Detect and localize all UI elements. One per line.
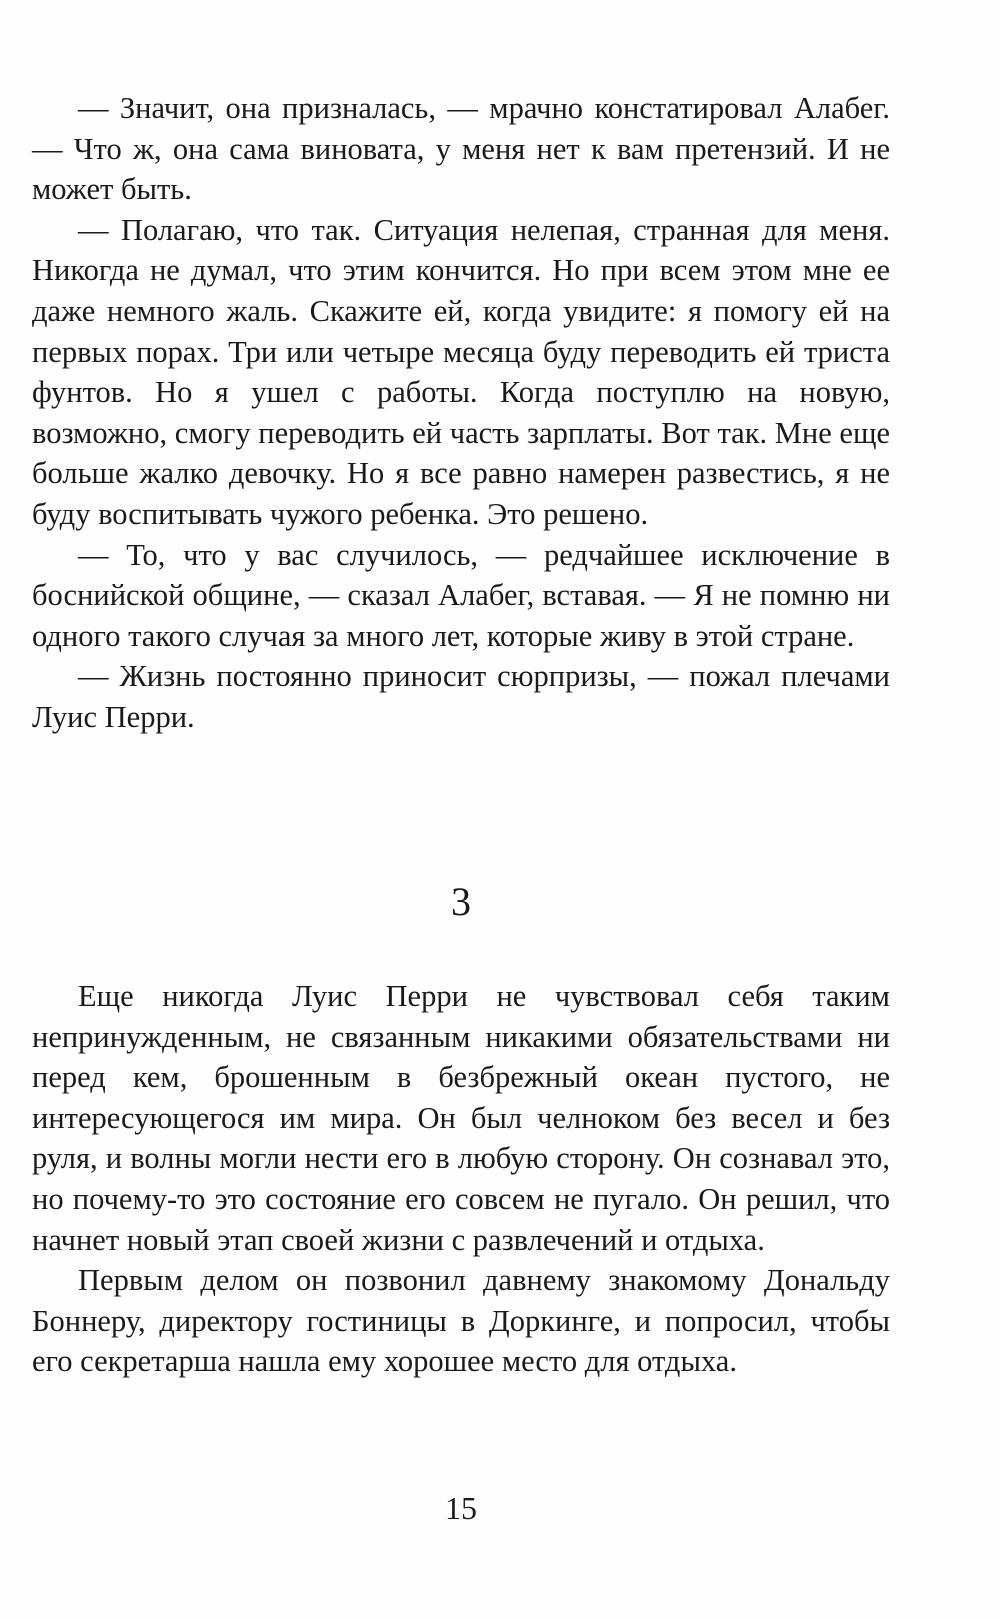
- chapter-number: 3: [451, 879, 471, 924]
- paragraph: — Значит, она призналась, — мрачно констатировал Алабег. — Что ж, она сама виновата, у меня нет к вам претензий. И не может быть.: [32, 91, 890, 207]
- paragraph: — Жизнь постоянно приносит сюрпризы, — пожал плечами Луис Перри.: [32, 659, 890, 734]
- paragraph: Еще никогда Луис Перри не чувствовал себя таким непринужденным, не связанным никакими обязательствами ни перед кем, брошенным в безбрежный океан пустого, не интересующегося им мира. Он был челноком без весел и без руля, и волны могли нести его в любую сторону. Он сознавал это, но почему-то это состояние его совсем не пугало. Он решил, что начнет новый этап своей жизни с развлечений и отдыха.: [32, 979, 890, 1257]
- paragraph: — Полагаю, что так. Ситуация нелепая, странная для меня. Никогда не думал, что этим кончится. Но при всем этом мне ее даже немного жаль. Скажите ей, когда увидите: я помогу ей на первых порах. Три или четыре месяца буду переводить ей триста фунтов. Но я ушел с работы. Когда поступлю на новую, возможно, смогу переводить ей часть зарплаты. Вот так. Мне еще больше жалко девочку. Но я все равно намерен развестись, я не буду воспитывать чужого ребенка. Это решено.: [32, 212, 890, 531]
- text-block-top: [32, 88, 890, 738]
- paragraph: Первым делом он позвонил давнему знакомому Дональду Боннеру, директору гостиницы в Доркинге, и попросил, чтобы его секретарша нашла ему хорошее место для отдыха.: [32, 1263, 890, 1379]
- paragraph: — То, что у вас случилось, — редчайшее исключение в боснийской общине, — сказал Алабег, вставая. — Я не помню ни одного такого случая за много лет, которые живу в этой стране.: [32, 537, 890, 653]
- text-block-bottom: [32, 976, 890, 1382]
- page-number: 15: [445, 1490, 477, 1526]
